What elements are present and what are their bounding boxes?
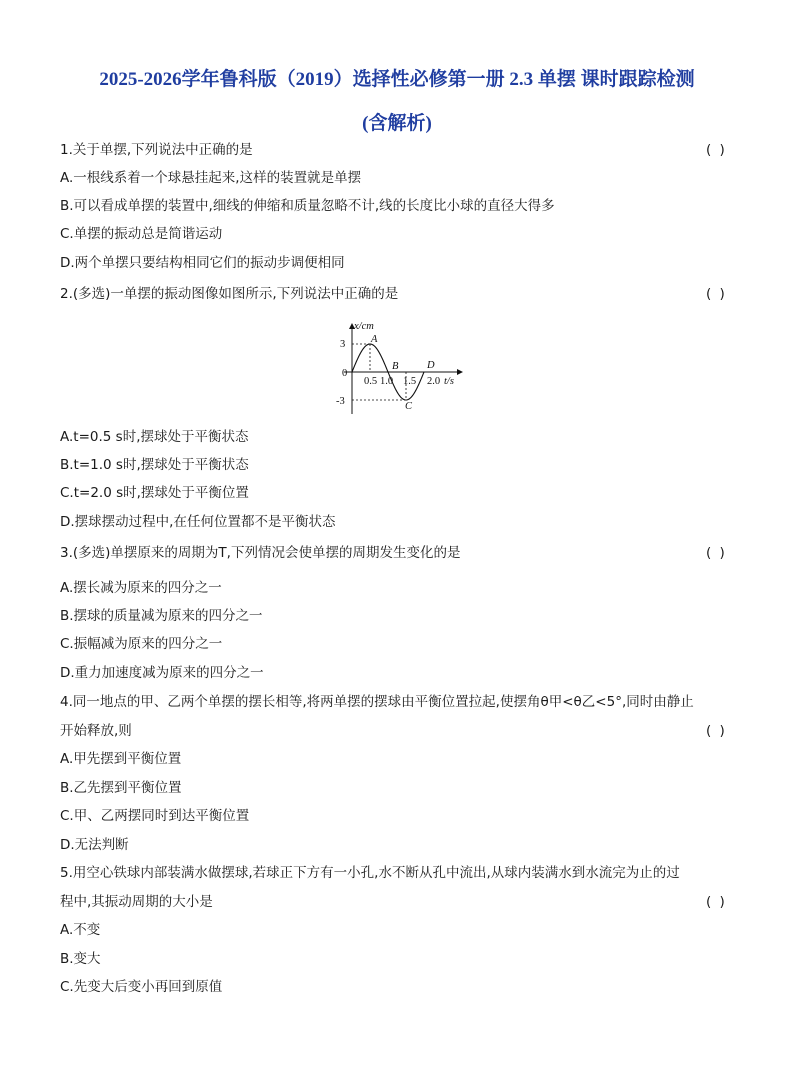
- q4-option-b: B.乙先摆到平衡位置: [60, 780, 182, 796]
- y-tick-minus-3: -3: [336, 396, 345, 407]
- x-tick-1-0: 1.0: [380, 376, 394, 387]
- point-label-d: D: [427, 360, 435, 371]
- q5-answer-blank: ( ): [706, 894, 727, 910]
- q2-option-d: D.摆球摆动过程中,在任何位置都不是平衡状态: [60, 514, 336, 530]
- x-tick-2-0: 2.0: [427, 376, 441, 387]
- q3-option-c: C.振幅减为原来的四分之一: [60, 636, 223, 652]
- y-tick-0: 0: [342, 368, 348, 379]
- q4-answer-blank: ( ): [706, 723, 727, 739]
- q1-option-d: D.两个单摆只要结构相同它们的振动步调便相同: [60, 255, 345, 271]
- q1-answer-blank: ( ): [706, 142, 727, 158]
- q2-option-c: C.t=2.0 s时,摆球处于平衡位置: [60, 485, 249, 501]
- q3-option-d: D.重力加速度减为原来的四分之一: [60, 665, 264, 681]
- point-label-b: B: [392, 361, 399, 372]
- title-line-2: (含解析): [362, 113, 432, 134]
- q2-option-b: B.t=1.0 s时,摆球处于平衡状态: [60, 457, 249, 473]
- q5-stem-line-1: 5.用空心铁球内部装满水做摆球,若球正下方有一小孔,水不断从孔中流出,从球内装满水到水流完为止的过: [60, 865, 680, 881]
- q4-option-d: D.无法判断: [60, 837, 129, 853]
- q1-option-c: C.单摆的振动总是简谐运动: [60, 226, 223, 242]
- q3-answer-blank: ( ): [706, 545, 727, 561]
- q5-option-a: A.不变: [60, 922, 101, 938]
- q4-stem-line-1: 4.同一地点的甲、乙两个单摆的摆长相等,将两单摆的摆球由平衡位置拉起,使摆角θ甲<θ乙<5°,同时由静止: [60, 694, 694, 710]
- q3-stem: 3.(多选)单摆原来的周期为T,下列情况会使单摆的周期发生变化的是: [60, 545, 461, 561]
- q1-option-a: A.一根线系着一个球悬挂起来,这样的装置就是单摆: [60, 170, 362, 186]
- q1-stem: 1.关于单摆,下列说法中正确的是: [60, 142, 253, 158]
- q5-option-c: C.先变大后变小再回到原值: [60, 979, 223, 995]
- q2-answer-blank: ( ): [706, 286, 727, 302]
- point-label-c: C: [405, 401, 413, 412]
- q1-option-b: B.可以看成单摆的装置中,细线的伸缩和质量忽略不计,线的长度比小球的直径大得多: [60, 198, 555, 214]
- q2-option-a: A.t=0.5 s时,摆球处于平衡状态: [60, 429, 249, 445]
- x-axis-label: t/s: [444, 376, 454, 387]
- q5-option-b: B.变大: [60, 951, 101, 967]
- q4-stem-line-2: 开始释放,则: [60, 723, 132, 739]
- x-tick-0-5: 0.5: [364, 376, 378, 387]
- page-title: [40, 58, 754, 146]
- q4-option-a: A.甲先摆到平衡位置: [60, 751, 182, 767]
- title-line-1: 2025-2026学年鲁科版（2019）选择性必修第一册 2.3 单摆 课时跟踪检测: [99, 69, 695, 90]
- q3-option-a: A.摆长减为原来的四分之一: [60, 580, 222, 596]
- y-tick-3: 3: [340, 339, 346, 350]
- q4-option-c: C.甲、乙两摆同时到达平衡位置: [60, 808, 250, 824]
- point-label-a: A: [371, 334, 378, 345]
- q3-option-b: B.摆球的质量减为原来的四分之一: [60, 608, 263, 624]
- q2-stem: 2.(多选)一单摆的振动图像如图所示,下列说法中正确的是: [60, 286, 399, 302]
- y-axis-label: x/cm: [354, 321, 374, 332]
- oscillation-graph: [324, 318, 474, 418]
- q5-stem-line-2: 程中,其振动周期的大小是: [60, 894, 213, 910]
- x-tick-1-5: 1.5: [403, 376, 417, 387]
